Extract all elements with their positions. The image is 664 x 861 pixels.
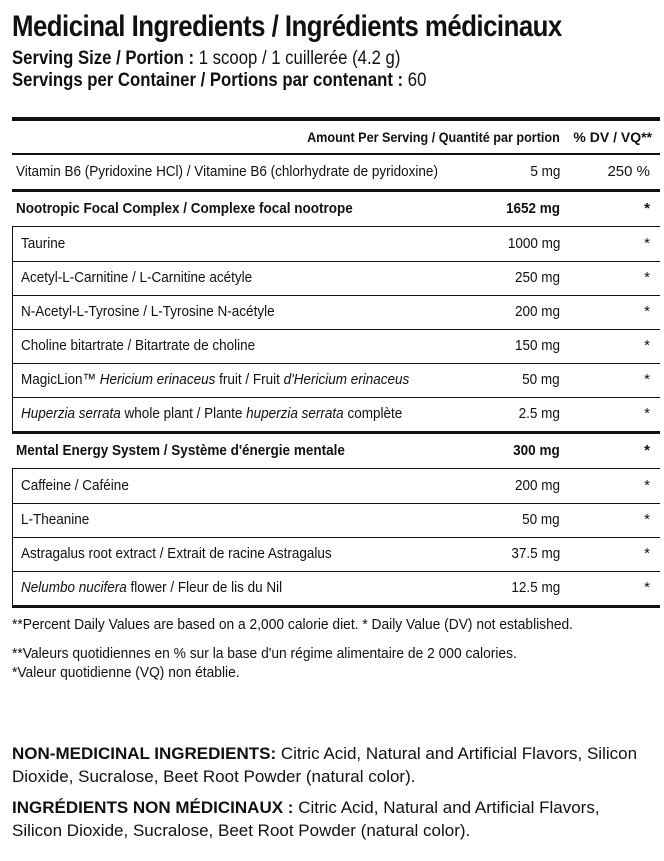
servings-per-container bbox=[12, 70, 582, 92]
name-part: flower / Fleur de lis du Nil bbox=[126, 579, 283, 596]
ingredient-name: N-Acetyl-L-Tyrosine / L-Tyrosine N-acétyle bbox=[21, 303, 275, 320]
column-header-dv: % DV / VQ** bbox=[573, 129, 652, 145]
table-group-row bbox=[12, 434, 660, 469]
ingredient-dv: * bbox=[644, 235, 650, 252]
column-header-amount: Amount Per Serving / Quantité par portion bbox=[307, 129, 560, 145]
footnote-en: **Percent Daily Values are based on a 2,000 calorie diet. * Daily Value (DV) not established. bbox=[12, 616, 574, 633]
non-medicinal-en bbox=[12, 742, 652, 788]
ingredient-name: Choline bitartrate / Bitartrate de choline bbox=[21, 337, 256, 354]
serving-size bbox=[12, 48, 582, 70]
group-name: Nootropic Focal Complex / Complexe focal nootrope bbox=[16, 200, 353, 217]
ingredient-name bbox=[21, 363, 409, 397]
table-row bbox=[12, 363, 660, 397]
name-part: complète bbox=[343, 405, 403, 422]
group-amount: 1652 mg bbox=[505, 200, 560, 217]
ingredient-amount: 200 mg bbox=[514, 303, 560, 320]
ingredient-dv: * bbox=[644, 545, 650, 562]
group-dv: * bbox=[644, 442, 650, 459]
footnotes bbox=[12, 615, 660, 682]
table-row bbox=[12, 227, 660, 261]
serving-size-label: Serving Size / Portion : bbox=[12, 48, 195, 69]
ingredient-name: Vitamin B6 (Pyridoxine HCl) / Vitamine B6 (chlorhydrate de pyridoxine) bbox=[16, 163, 438, 180]
table-row bbox=[12, 503, 660, 537]
ingredient-dv: * bbox=[644, 511, 650, 528]
servings-value: 60 bbox=[407, 70, 427, 91]
ingredient-dv: * bbox=[644, 337, 650, 354]
ingredient-amount: 1000 mg bbox=[507, 235, 560, 252]
supplement-label bbox=[12, 10, 660, 840]
latin-name: d'Hericium erinaceus bbox=[283, 371, 410, 388]
ingredient-amount: 250 mg bbox=[514, 269, 560, 286]
latin-name: huperzia serrata bbox=[246, 405, 344, 422]
ingredient-name: Acetyl-L-Carnitine / L-Carnitine acétyle bbox=[21, 269, 253, 286]
non-medicinal-fr-text: Citric Acid, Natural and Artificial Flavors, Silicon Dioxide, Sucralose, Beet Root Powder (natural color). bbox=[12, 798, 600, 840]
table-row bbox=[12, 329, 660, 363]
non-medicinal-ingredients bbox=[12, 742, 652, 850]
table-group-row bbox=[12, 192, 660, 227]
table-row bbox=[12, 261, 660, 295]
ingredient-dv: * bbox=[644, 579, 650, 596]
latin-name: Hericium erinaceus bbox=[99, 371, 216, 388]
ingredient-amount: 2.5 mg bbox=[518, 405, 560, 422]
ingredient-dv: * bbox=[644, 477, 650, 494]
non-medicinal-en-text: Citric Acid, Natural and Artificial Flavors, Silicon Dioxide, Sucralose, Beet Root Powder (natural color). bbox=[12, 744, 638, 786]
ingredient-amount: 5 mg bbox=[529, 163, 560, 180]
ingredient-amount: 50 mg bbox=[522, 371, 560, 388]
name-part: MagicLion™ bbox=[21, 371, 100, 388]
non-medicinal-fr-label: INGRÉDIENTS NON MÉDICINAUX : bbox=[12, 798, 294, 817]
table-row bbox=[12, 469, 660, 503]
ingredient-dv: * bbox=[644, 303, 650, 320]
ingredient-dv: * bbox=[644, 371, 650, 388]
ingredient-amount: 50 mg bbox=[522, 511, 560, 528]
non-medicinal-en-label: NON-MEDICINAL INGREDIENTS: bbox=[12, 744, 277, 763]
table-row bbox=[12, 537, 660, 571]
ingredient-amount: 150 mg bbox=[514, 337, 560, 354]
footnote-fr-2: *Valeur quotidienne (VQ) non établie. bbox=[12, 664, 240, 681]
ingredient-name: Caffeine / Caféine bbox=[21, 477, 129, 494]
table-row bbox=[12, 295, 660, 329]
non-medicinal-fr bbox=[12, 796, 652, 842]
name-part: whole plant / Plante bbox=[120, 405, 247, 422]
table-row bbox=[12, 155, 660, 192]
ingredient-dv: 250 % bbox=[607, 163, 650, 180]
ingredient-name: L-Theanine bbox=[21, 511, 90, 528]
table-row bbox=[12, 571, 660, 608]
ingredient-name bbox=[21, 397, 402, 431]
ingredients-table bbox=[12, 117, 660, 608]
ingredient-dv: * bbox=[644, 269, 650, 286]
latin-name: Huperzia serrata bbox=[21, 405, 121, 422]
ingredient-name: Taurine bbox=[21, 235, 66, 252]
table-header-row bbox=[12, 121, 660, 155]
ingredient-name: Astragalus root extract / Extrait de racine Astragalus bbox=[21, 545, 332, 562]
table-row bbox=[12, 397, 660, 434]
group-name: Mental Energy System / Système d'énergie mentale bbox=[16, 442, 345, 459]
ingredient-name bbox=[21, 571, 282, 605]
name-part: fruit / Fruit bbox=[215, 371, 284, 388]
page-title: Medicinal Ingredients / Ingrédients médicinaux bbox=[12, 10, 562, 43]
ingredient-amount: 37.5 mg bbox=[511, 545, 560, 562]
servings-label: Servings per Container / Portions par contenant : bbox=[12, 70, 404, 91]
ingredient-dv: * bbox=[644, 405, 650, 422]
group-dv: * bbox=[644, 200, 650, 217]
footnote-fr-1: **Valeurs quotidiennes en % sur la base d'un régime alimentaire de 2 000 calories. bbox=[12, 645, 517, 662]
group-amount: 300 mg bbox=[513, 442, 560, 459]
serving-size-value: 1 scoop / 1 cuillerée (4.2 g) bbox=[198, 48, 401, 69]
ingredient-amount: 200 mg bbox=[514, 477, 560, 494]
ingredient-amount: 12.5 mg bbox=[511, 579, 560, 596]
latin-name: Nelumbo nucifera bbox=[21, 579, 127, 596]
